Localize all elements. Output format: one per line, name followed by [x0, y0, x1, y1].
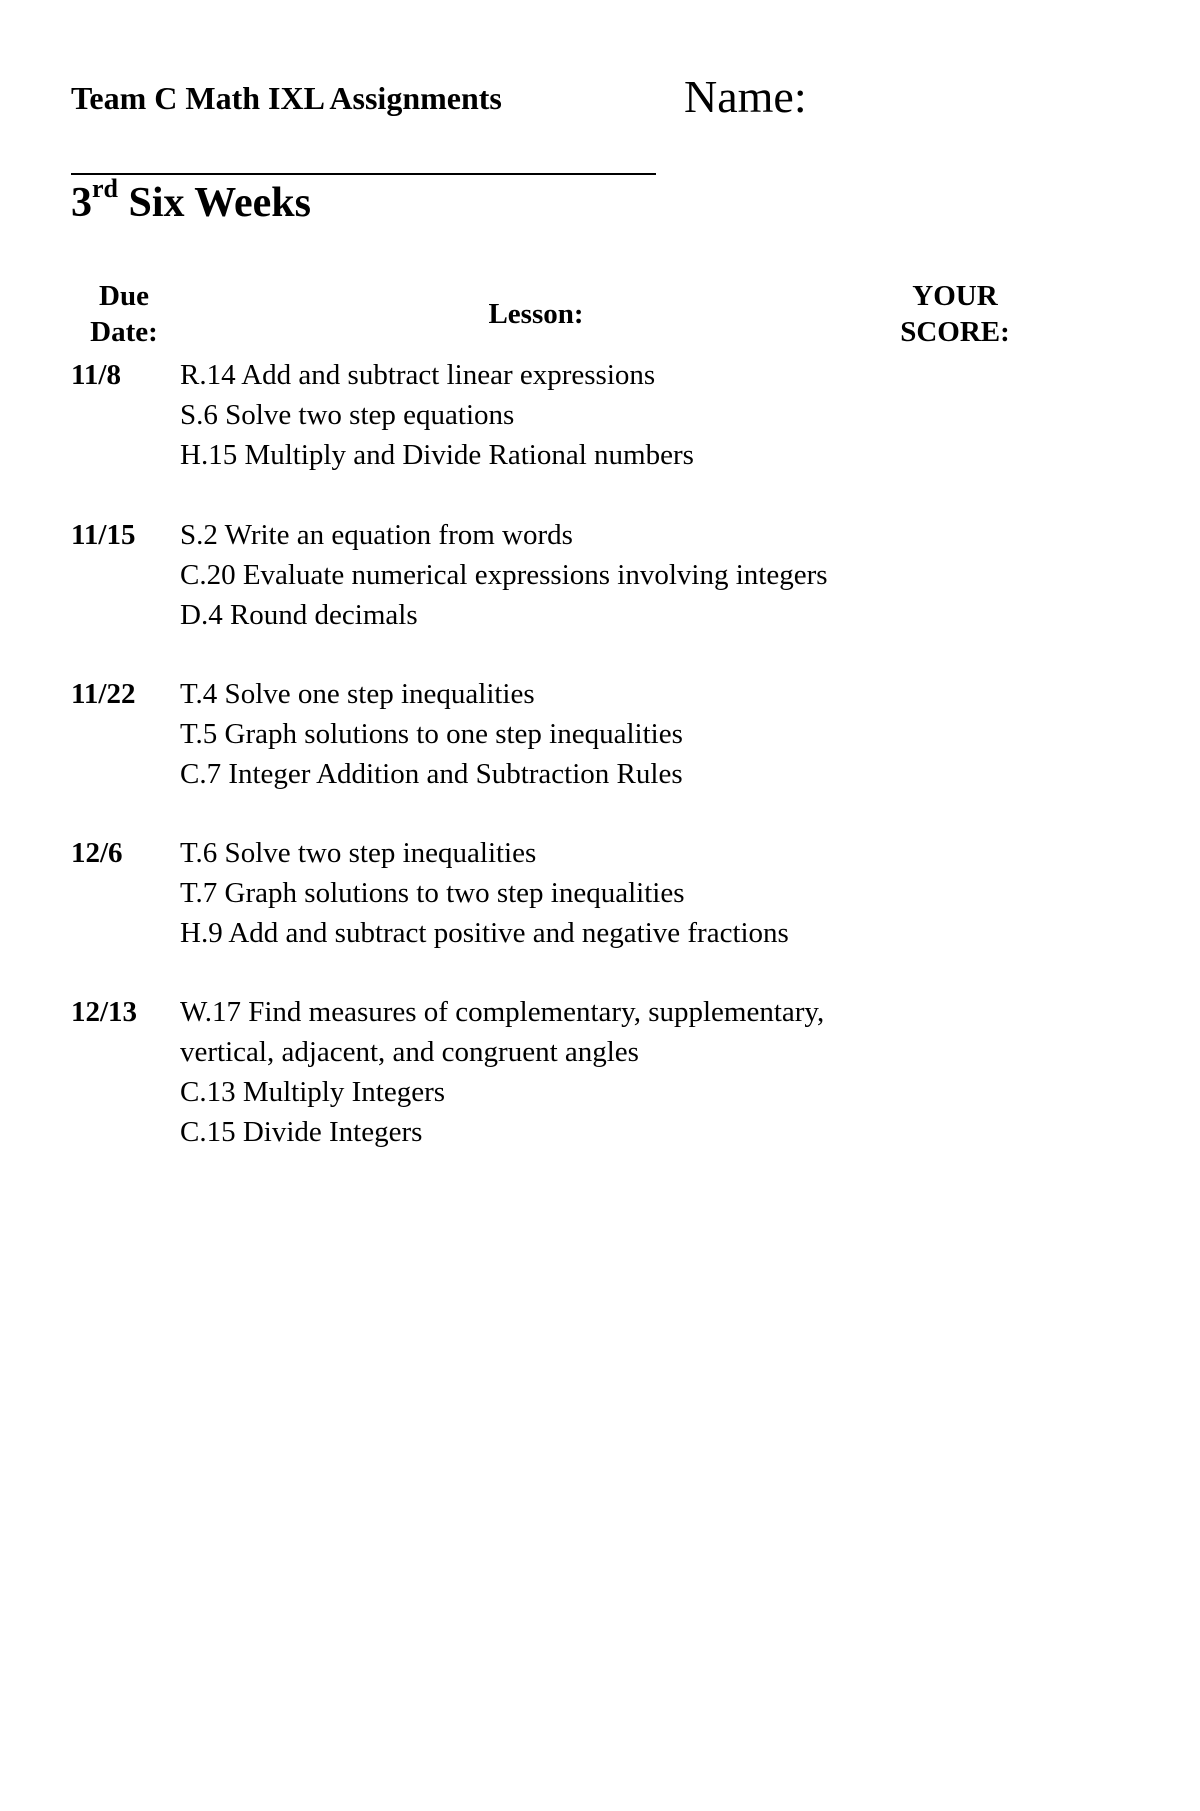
period-suffix: rd	[92, 174, 118, 203]
name-underline	[71, 173, 656, 175]
lesson-item-continuation: vertical, adjacent, and congruent angles	[180, 1036, 639, 1068]
lesson-item: H.15 Multiply and Divide Rational numbers	[180, 439, 694, 471]
lesson-list	[180, 355, 970, 475]
lesson-list	[180, 515, 970, 635]
lesson-list	[180, 674, 970, 794]
lesson-list	[180, 992, 970, 1152]
due-date: 12/13	[71, 996, 138, 1028]
lesson-item: T.7 Graph solutions to two step inequalities	[180, 877, 685, 909]
lesson-item: D.4 Round decimals	[180, 599, 418, 631]
lesson-item: C.13 Multiply Integers	[180, 1076, 446, 1108]
period-text: Six Weeks	[118, 180, 311, 226]
column-header-lesson: Lesson:	[488, 298, 584, 330]
period-number: 3	[71, 180, 92, 226]
lesson-item: C.20 Evaluate numerical expressions involving integers	[180, 559, 828, 591]
column-header-score-line2: SCORE:	[900, 316, 1010, 348]
due-date: 11/8	[71, 359, 121, 391]
column-header-score-line1: YOUR	[912, 280, 998, 312]
due-date: 11/22	[71, 678, 136, 710]
document-title: Team C Math IXL Assignments	[71, 80, 502, 116]
period-heading	[71, 174, 311, 227]
name-label: Name:	[684, 71, 807, 122]
lesson-item: H.9 Add and subtract positive and negative fractions	[180, 917, 789, 949]
lesson-item: W.17 Find measures of complementary, supplementary,	[180, 996, 825, 1028]
lesson-item: T.5 Graph solutions to one step inequalities	[180, 718, 683, 750]
lesson-item: S.2 Write an equation from words	[180, 519, 573, 551]
lesson-list	[180, 833, 970, 953]
due-date: 12/6	[71, 837, 123, 869]
lesson-item: T.6 Solve two step inequalities	[180, 837, 537, 869]
due-date: 11/15	[71, 519, 136, 551]
column-header-due-line2: Date:	[90, 316, 158, 348]
lesson-item: R.14 Add and subtract linear expressions	[180, 359, 656, 391]
lesson-item: C.15 Divide Integers	[180, 1116, 423, 1148]
lesson-item: T.4 Solve one step inequalities	[180, 678, 535, 710]
column-header-due-date	[74, 278, 174, 350]
lesson-item: S.6 Solve two step equations	[180, 399, 515, 431]
column-header-due-line1: Due	[99, 280, 149, 312]
lesson-item: C.7 Integer Addition and Subtraction Rules	[180, 758, 683, 790]
column-header-your-score	[880, 278, 1030, 350]
